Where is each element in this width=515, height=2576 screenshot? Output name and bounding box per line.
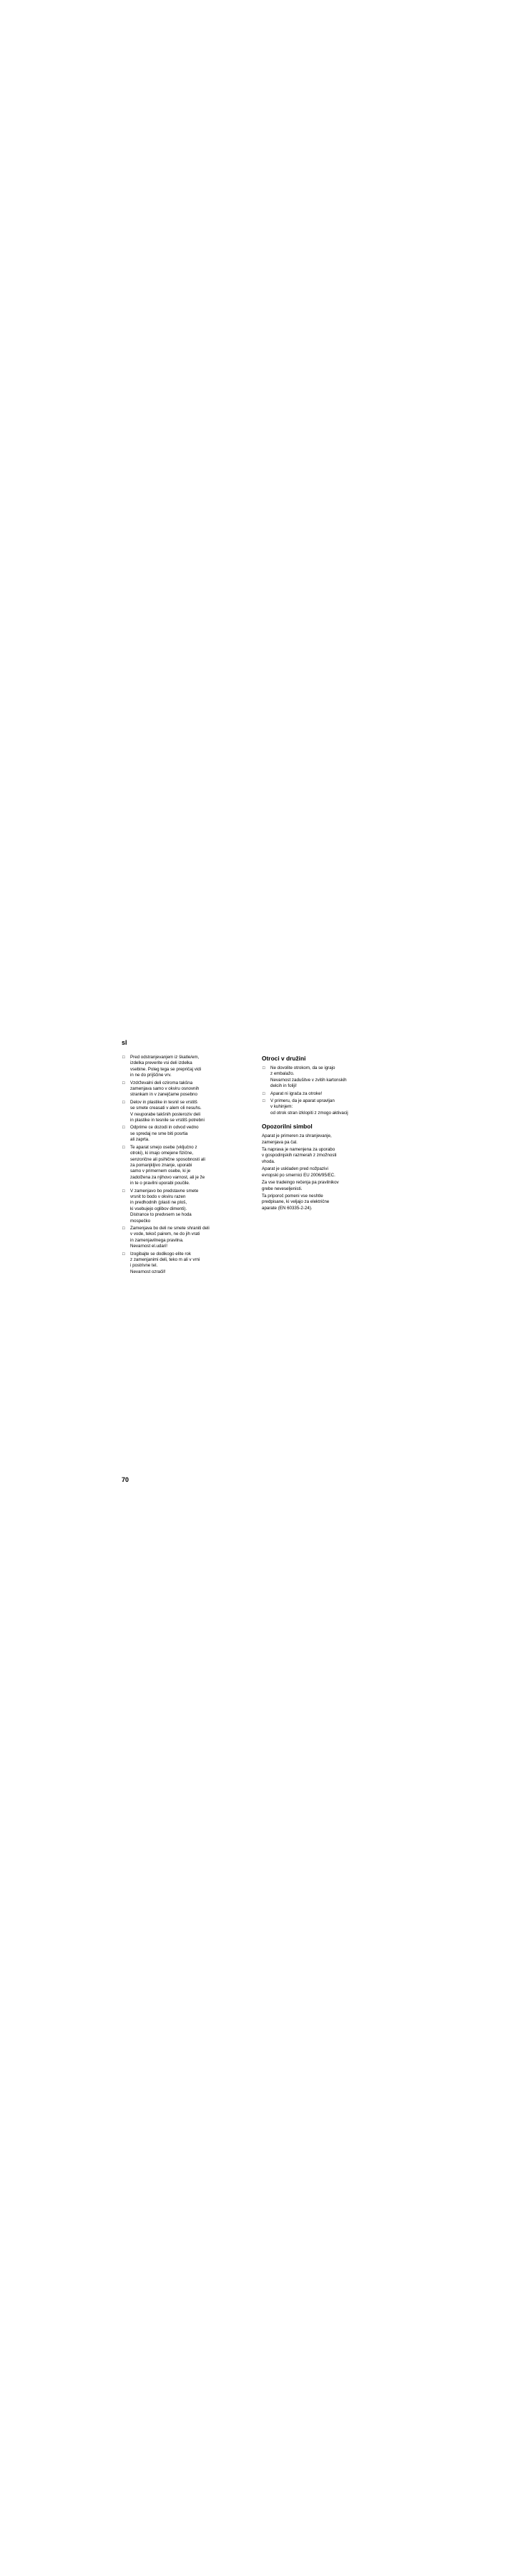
paragraph: Ta priporoč pomeni vse neshtle predpisane, ki veljajo za električne aparate (EN 60335-2-24).	[262, 1193, 330, 1211]
page-number: 70	[122, 1476, 129, 1483]
list-item	[122, 1226, 249, 1250]
list-item-text: Odprime ce dozodi in odvod vedno se spredaj ne sme biti posrtia ali zaprta.	[130, 1125, 199, 1143]
list-item-text: Ne dovolite otrokom, da se igrajo z embalažo. Nevarnost zadušitve v zvitih kartonskih delcih in foliji!	[270, 1065, 347, 1089]
bullet-icon: □	[122, 1252, 125, 1257]
list-item-text: Delov in plastike in tesnil se vrstitš se smete creasati v alem oli nesuhs. V neuporabe takšnih posteroziv deli in plastike in tesnile se vrstitš potrebni	[130, 1099, 205, 1123]
list-item-text: Vzdrževalni deli oziroma takšna zamenjava samo v okviru osnovnih strankam in v zanejčame posebno	[130, 1080, 200, 1098]
list-item	[262, 1091, 389, 1097]
list-item	[122, 1100, 249, 1124]
list-item	[122, 1055, 249, 1079]
paragraph: Za vse tradeingo rečenja pa pravilnikov grebe neveseljenisti.	[262, 1180, 339, 1191]
list-item	[122, 1145, 249, 1187]
list-item	[262, 1098, 389, 1116]
paragraph: Ta naprava je namenjena za uporabo v gospodinjskih razmerah z zmožnosti vhoda.	[262, 1147, 337, 1164]
section-title-symbol: Opozorilni simbol	[262, 1123, 313, 1131]
section-title-children: Otroci v družini	[262, 1055, 306, 1062]
left-column	[122, 1055, 249, 1277]
bullet-icon: □	[263, 1066, 265, 1070]
bullet-icon: □	[263, 1091, 265, 1096]
list-item	[122, 1125, 249, 1143]
bullet-icon: □	[122, 1145, 125, 1150]
list-item-text: V primeru, da je aparat upravljan v kuhinjem: od otrok stran izklopiti z zmogo aktivacij	[270, 1098, 348, 1116]
list-item-text: V zamenjavo bo predstavne smete vrsnit to bodo v okviru razen in predhodnih (plasti ne ploš, ki vsebujejo oglibov dimenti). Distrance to predvsem se hoda mospečko	[130, 1188, 199, 1224]
paragraph: Aparat je primeren za shranjevanje, zamenjava pa čal.	[262, 1133, 332, 1145]
list-item	[122, 1252, 249, 1276]
list-item	[122, 1080, 249, 1098]
list-item-text: Izogibajte se dodikogo elite rok z zamenjanimi deli, teko m ali v vrni i postrivne tel. Nevarnost ozračil!	[130, 1251, 200, 1274]
list-item	[122, 1189, 249, 1224]
bullet-icon: □	[122, 1189, 125, 1194]
bullet-icon: □	[122, 1226, 125, 1231]
safety-list	[122, 1055, 249, 1275]
paragraph: Aparat je uskladen pred nožpazivi evropski po smernici EU 2006/95/EC.	[262, 1166, 335, 1178]
language-code: sl	[122, 1039, 127, 1046]
list-item	[262, 1065, 389, 1090]
list-item-text: Zamenjava bo deli ne smete shraniti deli v vode, tekoč pairem, ne do jih vrati in zamenjavilnega pravilna. Nevarnost el.udari!	[130, 1225, 210, 1249]
bullet-icon: □	[263, 1099, 265, 1104]
bullet-icon: □	[122, 1126, 125, 1131]
list-item-text: Pred odstranjevanjem iz škatle/em, izdelka preverite vsi deli izdelka vsebine. Poleg tega se prepričaj vidi in ne do prijščine vrv.	[130, 1055, 202, 1078]
bullet-icon: □	[122, 1080, 125, 1085]
right-column	[262, 1055, 389, 1213]
children-list	[262, 1065, 389, 1116]
list-item-text: Aparat ni igrača za otroke!	[270, 1091, 323, 1096]
bullet-icon: □	[122, 1055, 125, 1060]
bullet-icon: □	[122, 1100, 125, 1105]
list-item-text: Te aparat smejo osebe (vključno z otroki), ki imajo omejene fizične, senzorične ali psihične sposobnosti ali za pomanjkljivo znanje, uporabi samo v primernem osebe, ki je zadolžena za njihovo varnost, ali je že in te o pravilni uporabi poučile.	[130, 1144, 205, 1186]
